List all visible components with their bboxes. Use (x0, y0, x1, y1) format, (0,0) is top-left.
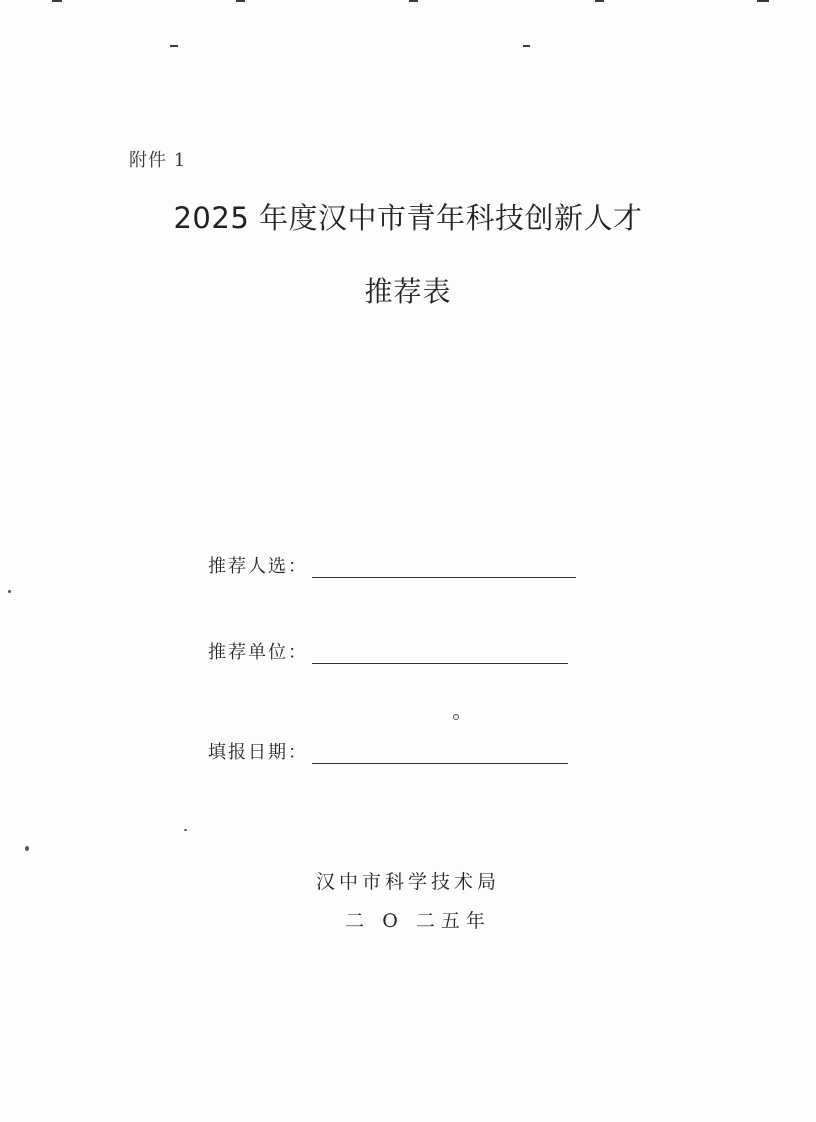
candidate-row (208, 548, 576, 578)
date-label: 填报日期： (208, 742, 308, 763)
date-row (208, 734, 568, 764)
unit-field[interactable] (312, 641, 568, 664)
unit-row (208, 634, 568, 664)
scan-mark (595, 0, 604, 2)
candidate-field[interactable] (312, 555, 576, 578)
scan-mark (523, 45, 530, 47)
scan-speck (184, 829, 187, 831)
scan-speck (25, 846, 29, 851)
scan-mark (52, 0, 62, 2)
scan-mark (236, 0, 245, 2)
attachment-label: 附件 1 (129, 150, 187, 171)
issue-date: 二 O 二五年 (345, 910, 491, 932)
issuer-name: 汉中市科学技术局 (315, 871, 500, 893)
scan-mark (757, 0, 769, 2)
candidate-label: 推荐人选： (208, 556, 308, 577)
scan-speck (8, 590, 11, 593)
document-subtitle: 推荐表 (364, 275, 452, 308)
document-title: 2025 年度汉中市青年科技创新人才 (173, 201, 643, 235)
scan-mark (170, 45, 178, 47)
unit-label: 推荐单位： (208, 642, 308, 663)
scan-dot (453, 714, 459, 720)
scan-mark (409, 0, 418, 2)
date-field[interactable] (312, 741, 568, 764)
